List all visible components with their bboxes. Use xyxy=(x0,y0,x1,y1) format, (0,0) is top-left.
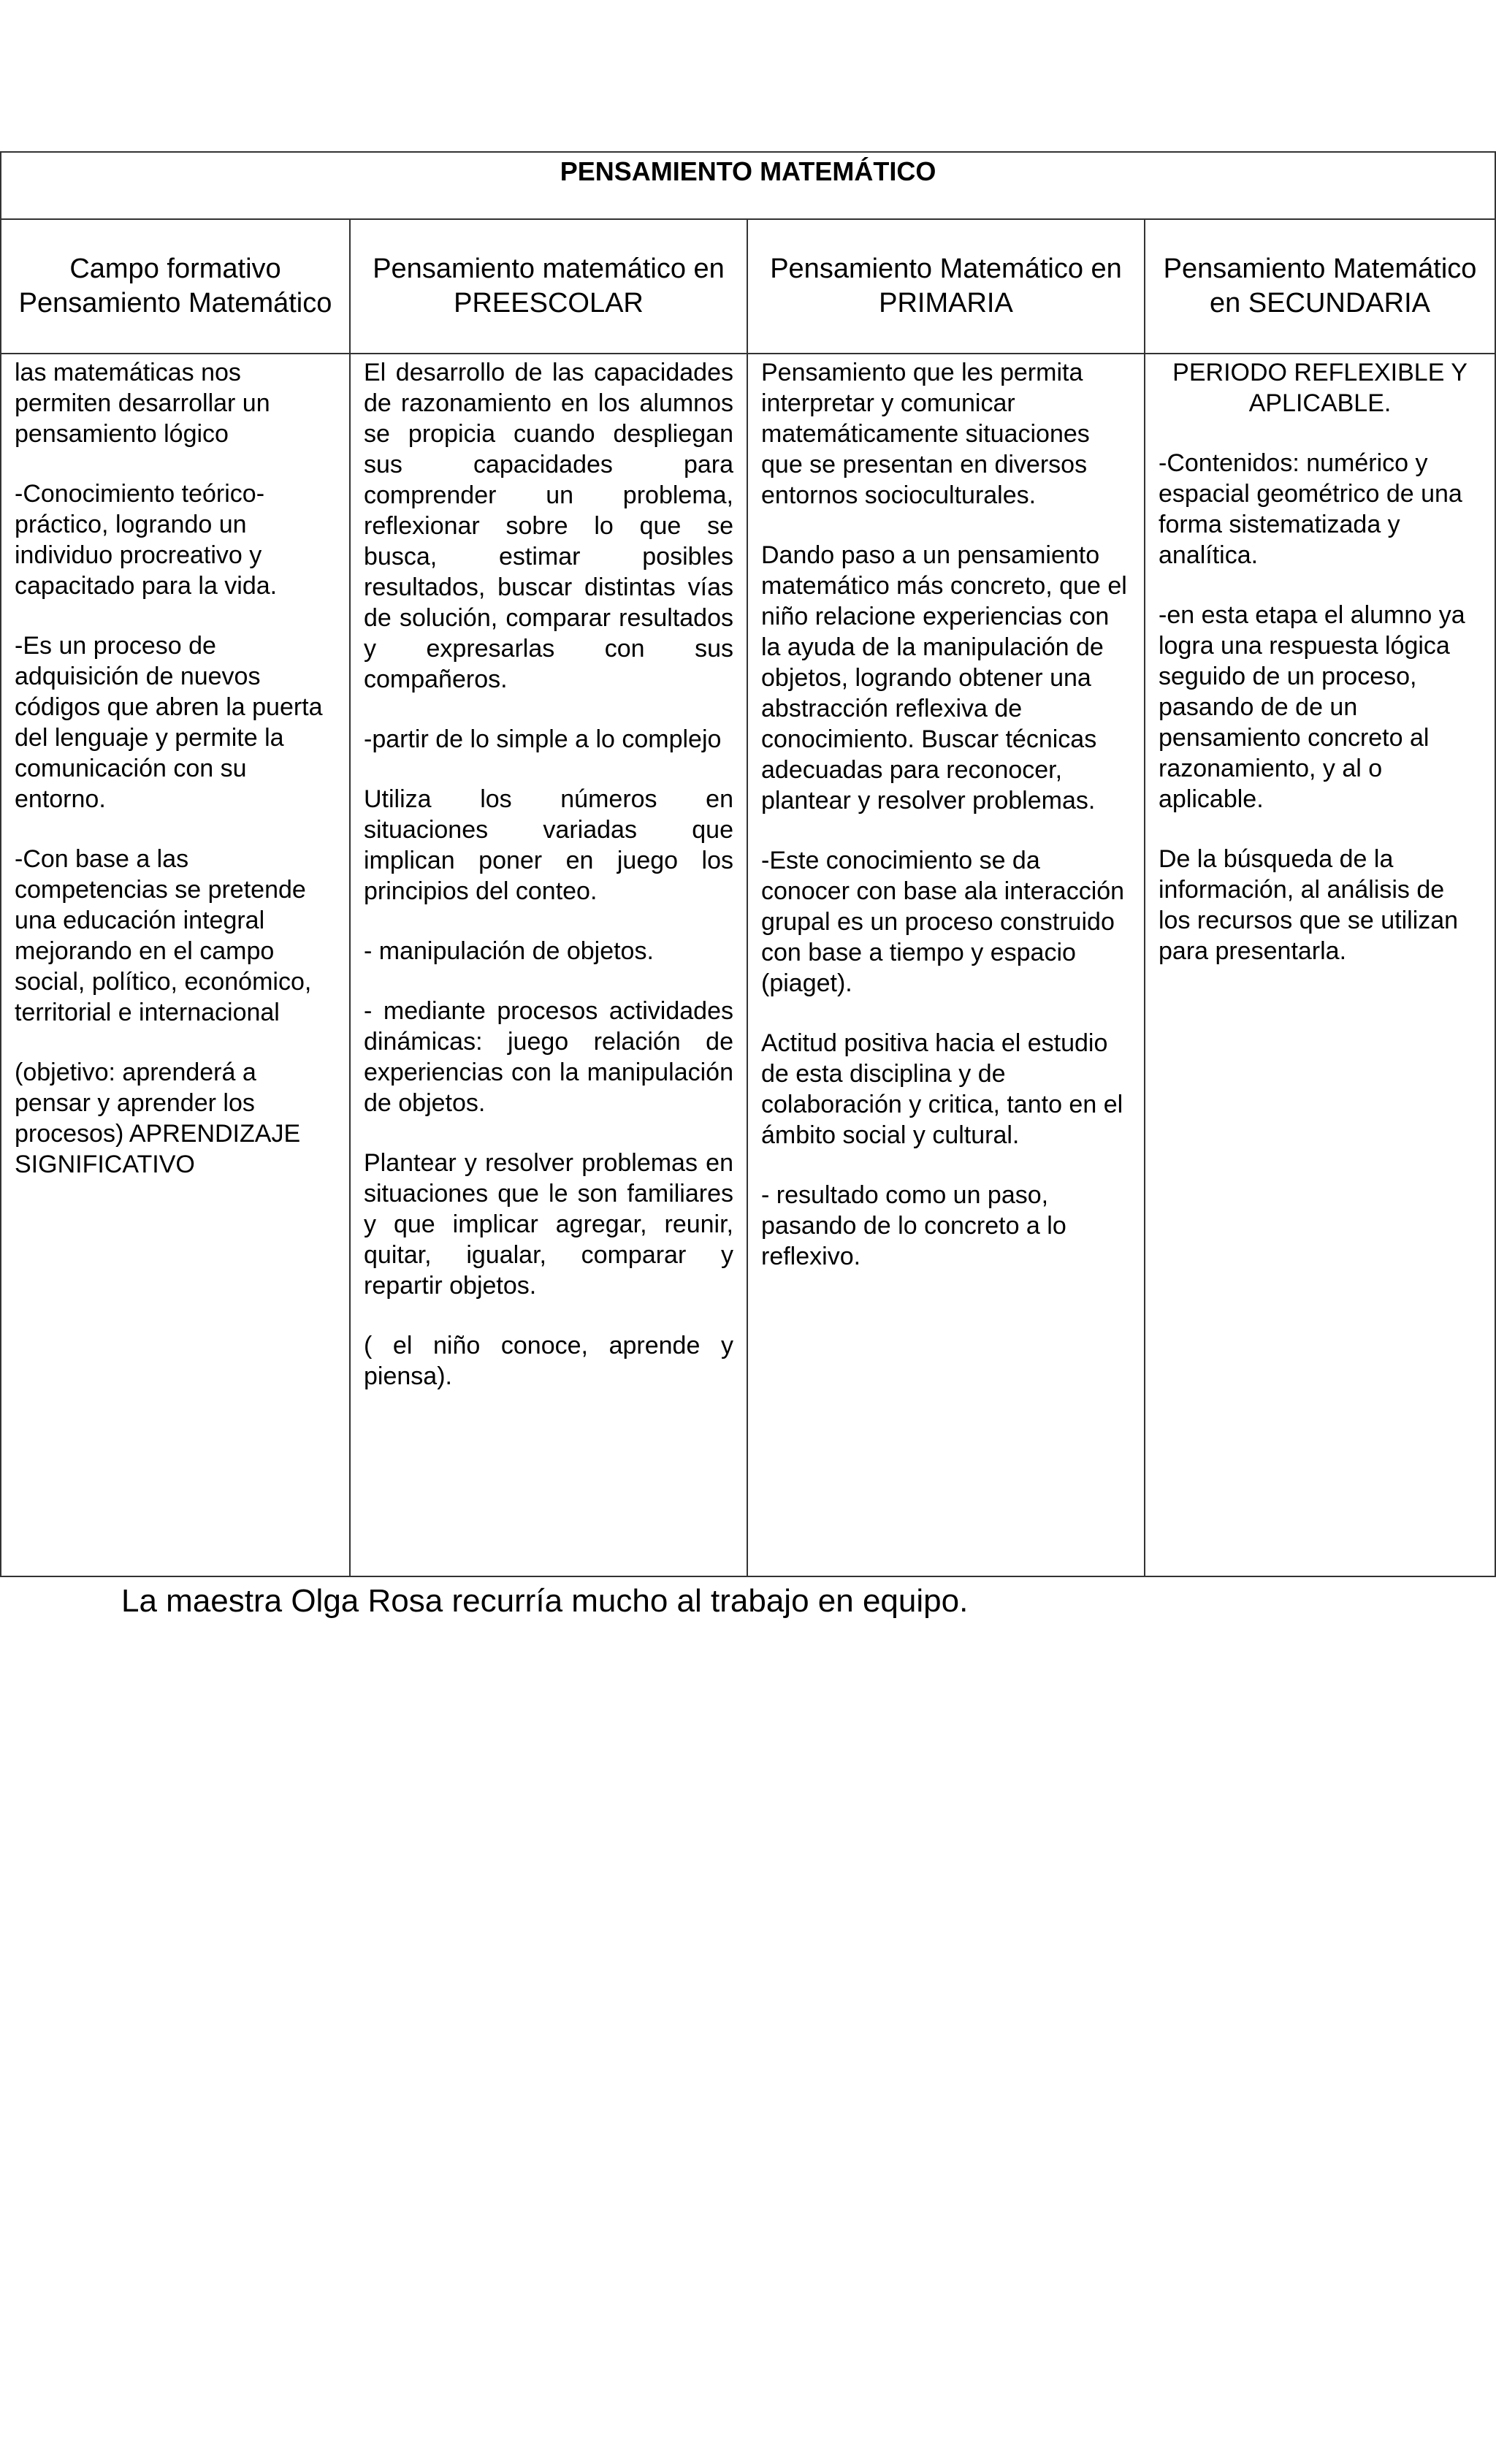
secundaria-heading: PERIODO REFLEXIBLE Y APLICABLE. xyxy=(1172,359,1468,417)
header-cell-campo xyxy=(1,219,350,354)
preescolar-paragraph: -partir de lo simple a lo complejo xyxy=(364,725,722,753)
header-primaria-label: Pensamiento Matemático en PRIMARIA xyxy=(770,253,1122,319)
header-preescolar-label: Pensamiento matemático en PREESCOLAR xyxy=(373,253,725,319)
campo-paragraph: -Es un proceso de adquisición de nuevos códigos que abren la puerta del lenguaje y permite la comunicación con su entorno. xyxy=(15,632,323,813)
primaria-paragraph: - resultado como un paso, pasando de lo concreto a lo reflexivo. xyxy=(761,1181,1066,1270)
content-row xyxy=(1,354,1495,1576)
primaria-paragraph: Pensamiento que les permita interpretar y comunicar matemáticamente situaciones que se presentan en diversos entornos socioculturales. xyxy=(761,359,1090,509)
campo-paragraph: -Conocimiento teórico-práctico, logrando un individuo procreativo y capacitado para la vida. xyxy=(15,480,278,600)
campo-paragraph: -Con base a las competencias se pretende una educación integral mejorando en el campo social, político, económico, territorial e internacional xyxy=(15,845,312,1026)
campo-paragraph: (objetivo: aprenderá a pensar y aprender los procesos) APRENDIZAJE SIGNIFICATIVO xyxy=(15,1059,301,1178)
content-cell-preescolar xyxy=(350,354,747,1576)
preescolar-paragraph: ( el niño conoce, aprende y piensa). xyxy=(364,1332,733,1390)
comparison-table xyxy=(0,151,1496,1577)
secundaria-paragraph: -en esta etapa el alumno ya logra una respuesta lógica seguido de un proceso, pasando de de un pensamiento concreto al razonamiento, y al o aplicable. xyxy=(1159,601,1465,813)
secundaria-paragraph: -Contenidos: numérico y espacial geométrico de una forma sistematizada y analítica. xyxy=(1159,449,1462,569)
content-cell-secundaria xyxy=(1145,354,1495,1576)
header-cell-primaria xyxy=(747,219,1145,354)
primaria-paragraph: -Este conocimiento se da conocer con base ala interacción grupal es un proceso construido con base a tiempo y espacio (piaget). xyxy=(761,847,1125,997)
preescolar-paragraph: Utiliza los números en situaciones variadas que implican poner en juego los principios del conteo. xyxy=(364,785,733,905)
preescolar-paragraph: Plantear y resolver problemas en situaciones que le son familiares y que implicar agregar, reunir, quitar, igualar, comparar y repartir objetos. xyxy=(364,1149,733,1300)
header-cell-secundaria xyxy=(1145,219,1495,354)
footer-sentence: La maestra Olga Rosa recurría mucho al trabajo en equipo. xyxy=(121,1583,969,1619)
content-cell-campo xyxy=(1,354,350,1576)
header-row xyxy=(1,219,1495,354)
title-row xyxy=(1,152,1495,219)
content-cell-primaria xyxy=(747,354,1145,1576)
primaria-paragraph: Dando paso a un pensamiento matemático más concreto, que el niño relacione experiencias con la ayuda de la manipulación de objetos, logrando obtener una abstracción reflexiva de conocimiento. Buscar técnicas adecuadas para reconocer, plantear y resolver problemas. xyxy=(761,541,1127,815)
secundaria-paragraph: De la búsqueda de la información, al análisis de los recursos que se utilizan para presentarla. xyxy=(1159,845,1459,965)
preescolar-paragraph: El desarrollo de las capacidades de razonamiento en los alumnos se propicia cuando despliegan sus capacidades para comprender un problema, reflexionar sobre lo que se busca, estimar posibles resultados, buscar distintas vías de solución, comparar resultados y expresarlas con sus compañeros. xyxy=(364,359,733,693)
header-cell-preescolar xyxy=(350,219,747,354)
table-title: PENSAMIENTO MATEMÁTICO xyxy=(1,152,1495,219)
preescolar-paragraph: - manipulación de objetos. xyxy=(364,937,654,965)
header-secundaria-label: Pensamiento Matemático en SECUNDARIA xyxy=(1163,253,1477,319)
campo-paragraph: las matemáticas nos permiten desarrollar un pensamiento lógico xyxy=(15,359,270,448)
primaria-paragraph: Actitud positiva hacia el estudio de esta disciplina y de colaboración y critica, tanto en el ámbito social y cultural. xyxy=(761,1029,1123,1149)
header-campo-label: Campo formativo Pensamiento Matemático xyxy=(18,253,332,319)
preescolar-paragraph: - mediante procesos actividades dinámicas: juego relación de experiencias con la manipulación de objetos. xyxy=(364,997,733,1117)
